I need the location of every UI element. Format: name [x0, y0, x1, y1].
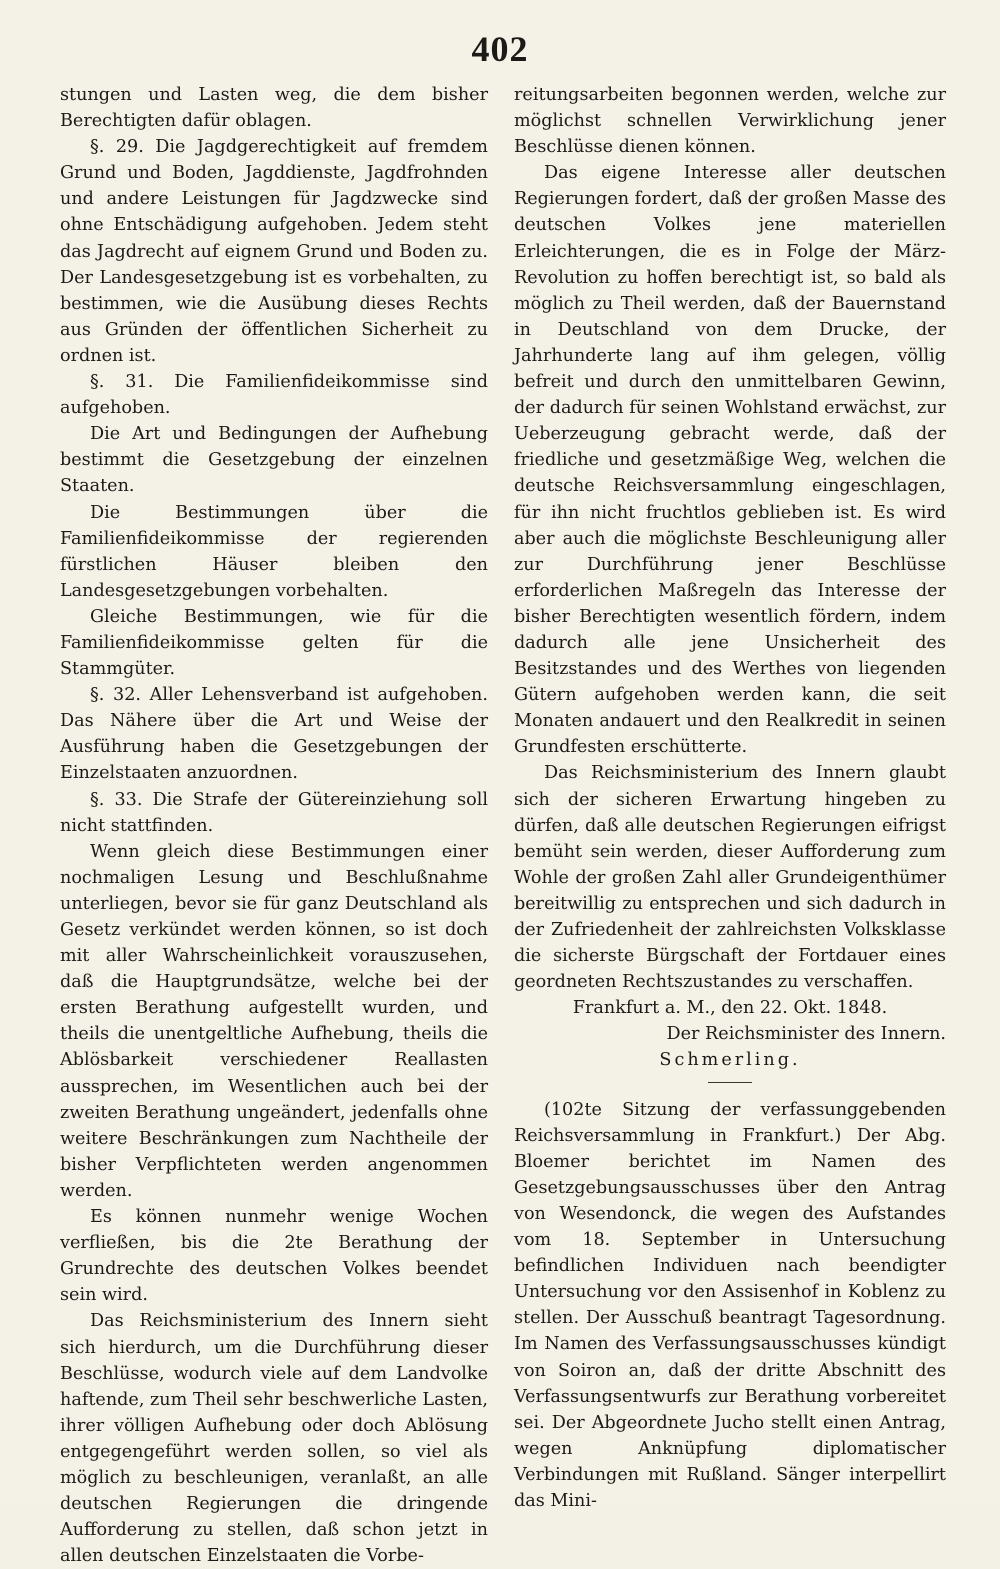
signature-title: Der Reichsminister des Innern. — [666, 1024, 946, 1045]
paragraph: stungen und Lasten weg, die dem bisher Berechtigten dafür oblagen. — [60, 85, 488, 132]
section-divider — [708, 1082, 752, 1083]
paragraph: §. 32. Aller Lehensverband ist aufgehoben. Das Nähere über die Art und Weise der Ausführung haben die Gesetzgebungen der Einzelstaaten anzuordnen. — [60, 685, 488, 784]
paragraph: Es können nunmehr wenige Wochen verfließen, bis die 2te Berathung der Grundrechte des deutschen Volkes beendet sein wird. — [60, 1207, 488, 1306]
paragraph: Die Art und Bedingungen der Aufhebung bestimmt die Gesetzgebung der einzelnen Staaten. — [60, 424, 488, 497]
dateline: Frankfurt a. M., den 22. Okt. 1848. — [572, 998, 888, 1019]
signature-name: Schmerling. — [659, 1050, 801, 1071]
paragraph: §. 33. Die Strafe der Gütereinziehung soll nicht stattfinden. — [60, 789, 488, 836]
paragraph: Die Bestimmungen über die Familienfideikommisse der regierenden fürstlichen Häuser bleiben den Landesgesetzgebungen vorbehalten. — [60, 502, 488, 601]
paragraph: Das eigene Interesse aller deutschen Regierungen fordert, daß der großen Masse des deutschen Volkes jene materiellen Erleichterungen, die es in Folge der März-Revolution zu hoffen berechtigt ist, so bald als möglich zu Theil werden, daß der Bauernstand in Deutschland von dem Drucke, der Jahrhunderte lang auf ihm gelegen, völlig befreit und durch den unmittelbaren Gewinn, der dadurch für seinen Wohlstand erwächst, zur Ueberzeugung gebracht werde, daß der friedliche und gesetzmäßige Weg, welchen die deutsche Reichsversammlung eingeschlagen, für ihn nicht fruchtlos geblieben ist. Es wird aber auch die möglichste Beschleunigung aller zur Durchführung jener Beschlüsse erforderlichen Maßregeln das Interesse der bisher Berechtigten wesentlich fördern, indem dadurch alle jene Unsicherheit des Besitzstandes und des Werthes von liegenden Gütern aufgehoben werden kann, die seit Monaten andauert und den Realkredit in seinen Grundfesten erschütterte. — [514, 163, 946, 758]
left-column — [60, 82, 488, 1567]
paragraph: Das Reichsministerium des Innern sieht sich hierdurch, um die Durchführung dieser Beschlüsse, wodurch viele auf dem Landvolke haftende, zum Theil sehr beschwerliche Lasten, ihrer völligen Aufhebung oder doch Ablösung entgegengeführt werden sollen, so viel als möglich zu beschleunigen, veranlaßt, an alle deutschen Regierungen die dringende Aufforderung zu stellen, daß schon jetzt in allen deutschen Einzelstaaten die Vorbe- — [60, 1311, 488, 1567]
paragraph: §. 31. Die Familienfideikommisse sind aufgehoben. — [60, 372, 488, 419]
paragraph: reitungsarbeiten begonnen werden, welche zur möglichst schnellen Verwirklichung jener Beschlüsse dienen können. — [514, 85, 946, 158]
page-number: 402 — [471, 29, 529, 69]
paragraph: Das Reichsministerium des Innern glaubt sich der sicheren Erwartung hingeben zu dürfen, daß alle deutschen Regierungen eifrigst bemüht sein werden, dieser Aufforderung zum Wohle der großen Zahl aller Grundeigenthümer bereitwillig zu entsprechen und sich dadurch in der Zufriedenheit der zahlreichsten Volksklasse die sicherste Bürgschaft der Fortdauer eines geordneten Rechtszustandes zu verschaffen. — [514, 763, 946, 993]
right-column — [514, 82, 946, 1511]
paragraph: Wenn gleich diese Bestimmungen einer nochmaligen Lesung und Beschlußnahme unterliegen, bevor sie für ganz Deutschland als Gesetz verkündet werden können, so ist doch mit aller Wahrscheinlichkeit vorauszusehen, daß die Hauptgrundsätze, welche bei der ersten Berathung aufgestellt wurden, und theils die unentgeltliche Aufhebung, theils die Ablösbarkeit verschiedener Reallasten aussprechen, im Wesentlichen auch bei der zweiten Berathung ungeändert, jedenfalls ohne weitere Beschränkungen zum Nachtheile der bisher Verpflichteten werden angenommen werden. — [60, 841, 488, 1201]
paragraph: §. 29. Die Jagdgerechtigkeit auf fremdem Grund und Boden, Jagddienste, Jagdfrohnden und andere Leistungen für Jagdzwecke sind ohne Entschädigung aufgehoben. Jedem steht das Jagdrecht auf eignem Grund und Boden zu. Der Landesgesetzgebung ist es vorbehalten, zu bestimmen, wie die Ausübung dieses Rechts aus Gründen der öffentlichen Sicherheit zu ordnen ist. — [60, 137, 488, 366]
paragraph: Gleiche Bestimmungen, wie für die Familienfideikommisse gelten für die Stammgüter. — [60, 606, 488, 680]
session-report: (102te Sitzung der verfassunggebenden Reichsversammlung in Frankfurt.) Der Abg. Bloemer berichtet im Namen des Gesetzgebungsausschusses über den Antrag von Wesendonck, die wegen des Aufstandes vom 18. September in Untersuchung befindlichen Individuen nach beendigter Untersuchung vor den Assisenhof in Koblenz zu stellen. Der Ausschuß beantragt Tagesordnung. Im Namen des Verfassungsausschusses kündigt von Soiron an, daß der dritte Abschnitt des Verfassungsentwurfs zur Berathung vorbereitet sei. Der Abgeordnete Jucho stellt einen Antrag, wegen Anknüpfung diplomatischer Verbindungen mit Rußland. Sänger interpellirt das Mini- — [514, 1099, 946, 1511]
